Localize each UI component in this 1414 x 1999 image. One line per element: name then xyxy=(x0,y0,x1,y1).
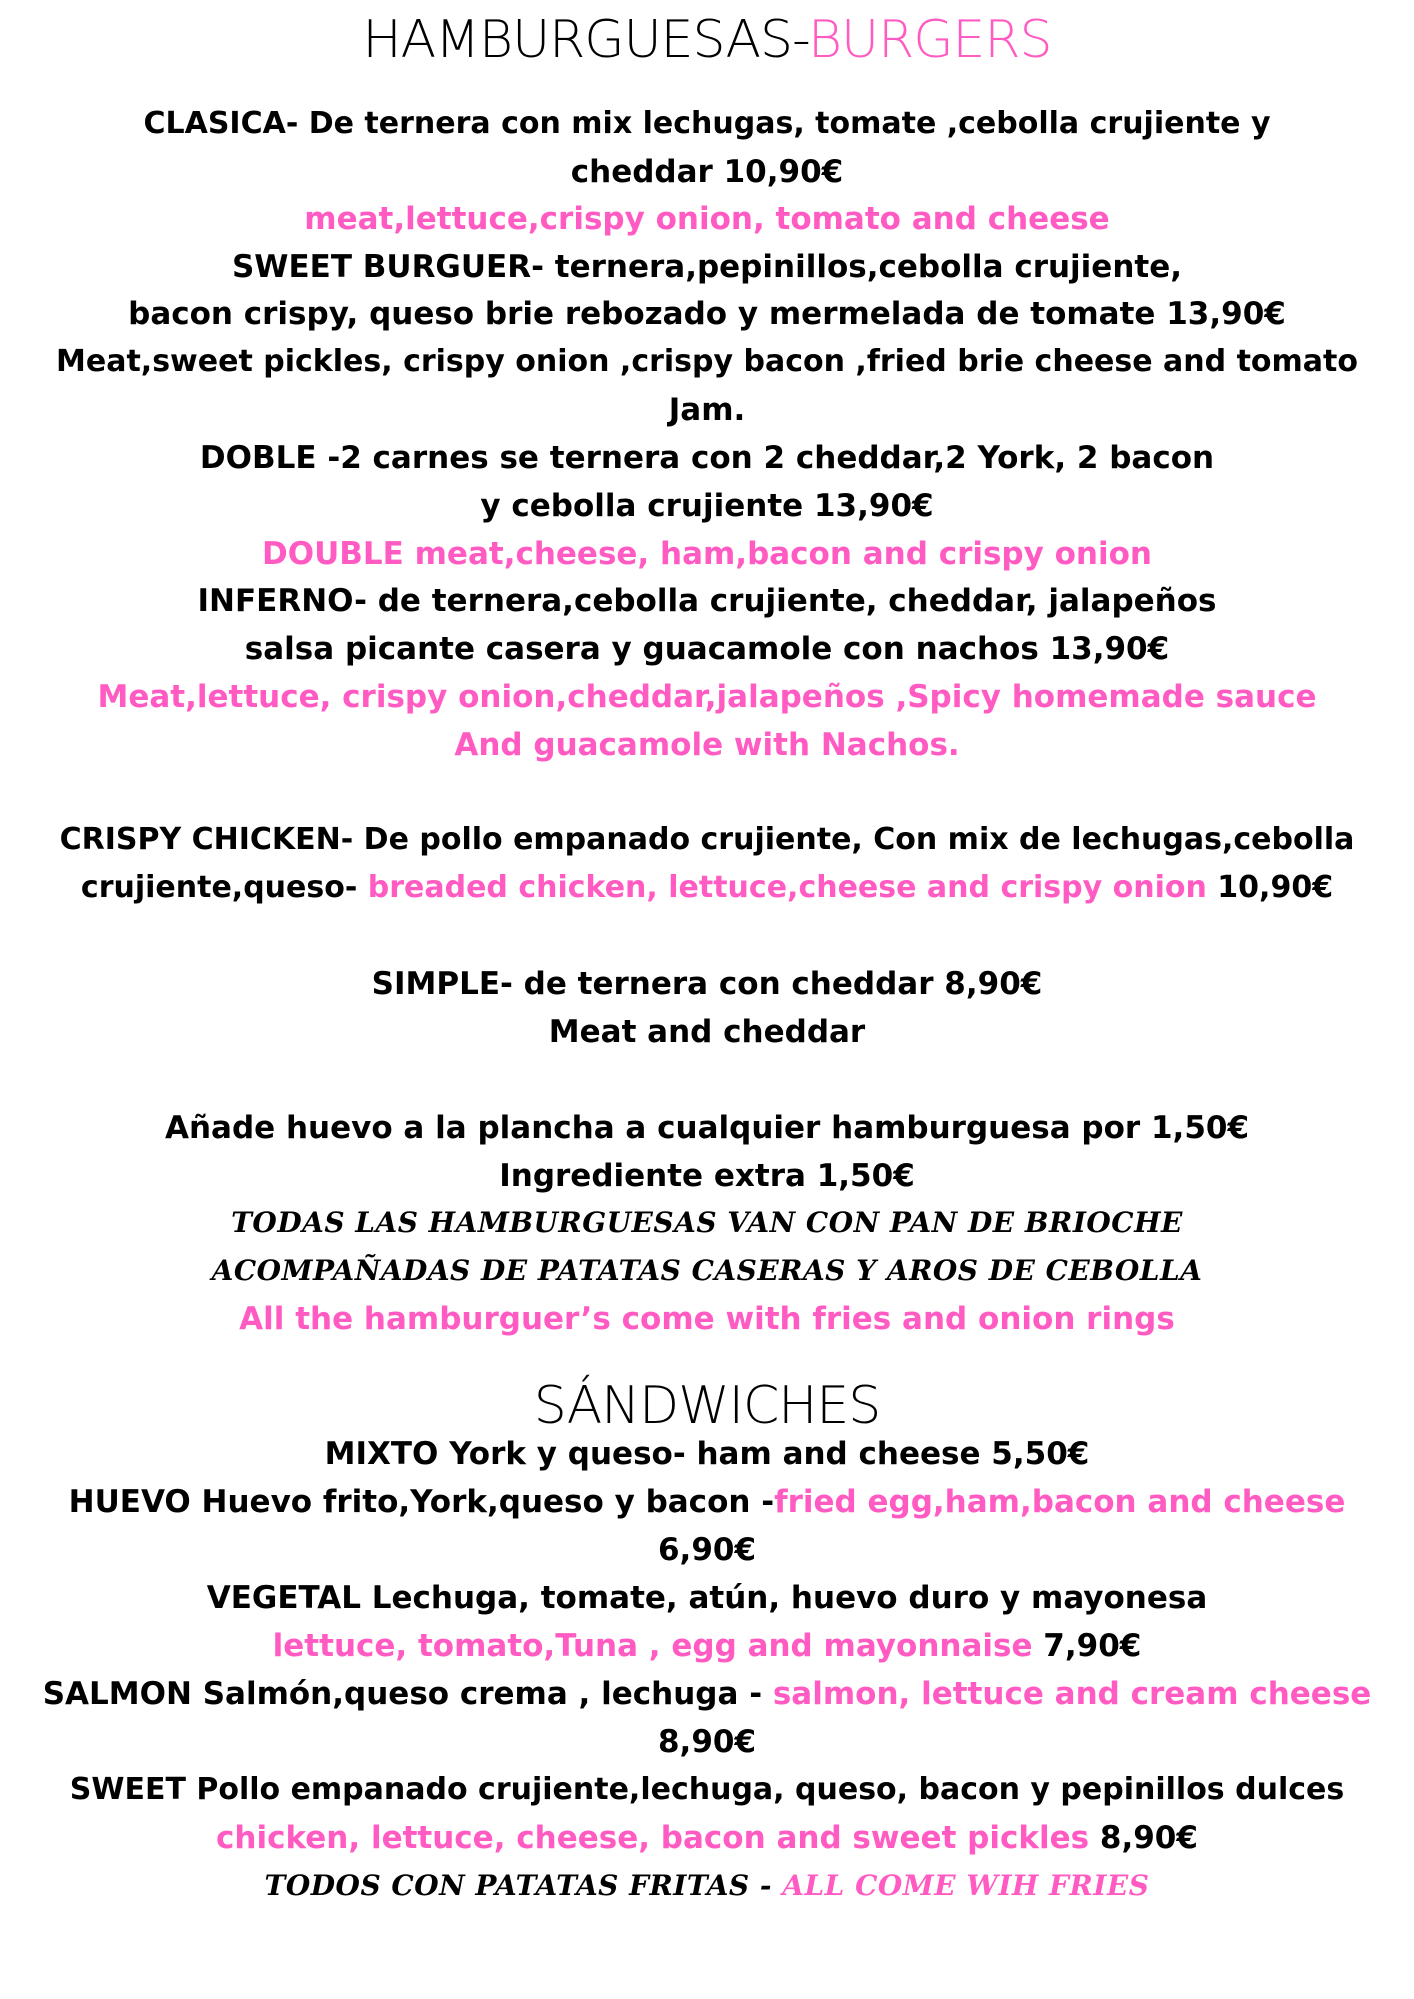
clasica-es-line2: cheddar 10,90€ xyxy=(570,154,844,190)
salmon-price: 8,90€ xyxy=(657,1724,757,1760)
inferno-es-line1: INFERNO- de ternera,cebolla crujiente, cheddar, jalapeños xyxy=(197,583,1217,619)
brioche-note: TODAS LAS HAMBURGUESAS VAN CON PAN DE BRIOCHE xyxy=(231,1206,1183,1239)
sweet-sandwich-es: SWEET Pollo empanado crujiente,lechuga, queso, bacon y pepinillos dulces xyxy=(69,1772,1345,1807)
vegetal-en: lettuce, tomato,Tuna , egg and mayonnaise xyxy=(272,1628,1033,1664)
sweet-sandwich-en: chicken, lettuce, cheese, bacon and sweet pickles xyxy=(216,1820,1090,1856)
sides-note: ACOMPAÑADAS DE PATATAS CASERAS Y AROS DE CEBOLLA xyxy=(211,1254,1203,1287)
clasica-en: meat,lettuce,crispy onion, tomato and cheese xyxy=(304,201,1110,237)
huevo-en: fried egg,ham,bacon and cheese xyxy=(774,1484,1346,1520)
huevo-es: HUEVO Huevo frito,York,queso y bacon - xyxy=(68,1484,775,1520)
huevo-price: 6,90€ xyxy=(657,1532,757,1568)
salmon-en: salmon, lettuce and cream cheese xyxy=(772,1676,1372,1712)
fries-footer xyxy=(0,1862,1414,1910)
burgers-title-es: HAMBURGUESAS- xyxy=(362,10,808,70)
doble-es-line1: DOBLE -2 carnes se ternera con 2 cheddar,2 York, 2 bacon xyxy=(199,440,1215,476)
inferno-en-line1: Meat,lettuce, crispy onion,cheddar,jalapeños ,Spicy homemade sauce xyxy=(97,679,1317,715)
sides-note-en: All the hamburguer’s come with fries and onion rings xyxy=(239,1301,1175,1337)
doble-en: DOUBLE meat,cheese, ham,bacon and crispy onion xyxy=(262,536,1152,572)
fries-footer-es: TODOS CON PATATAS FRITAS - xyxy=(264,1869,783,1902)
sweet-sandwich-price: 8,90€ xyxy=(1089,1820,1198,1856)
inferno-es-line2: salsa picante casera y guacamole con nachos 13,90€ xyxy=(244,631,1170,667)
sweet-burger-en-line1: Meat,sweet pickles, crispy onion ,crispy bacon ,fried brie cheese and tomato xyxy=(56,344,1358,379)
vegetal-price: 7,90€ xyxy=(1032,1628,1142,1664)
inferno-en-line2: And guacamole with Nachos. xyxy=(454,727,960,763)
extra-egg: Añade huevo a la plancha a cualquier hamburguesa por 1,50€ xyxy=(164,1110,1250,1146)
simple-en: Meat and cheddar xyxy=(548,1014,866,1050)
vegetal-es: VEGETAL Lechuga, tomate, atún, huevo duro y mayonesa xyxy=(206,1580,1208,1616)
chicken-es-line2: crujiente,queso- xyxy=(80,870,368,905)
chicken-en: breaded chicken, lettuce,cheese and crispy onion xyxy=(367,870,1207,905)
simple-es: SIMPLE- de ternera con cheddar 8,90€ xyxy=(371,966,1043,1002)
burgers-title xyxy=(0,10,1414,70)
sweet-burger-es-line1: SWEET BURGUER- ternera,pepinillos,cebolla crujiente, xyxy=(231,249,1183,285)
sweet-burger-es-line2: bacon crispy, queso brie rebozado y mermelada de tomate 13,90€ xyxy=(128,296,1286,332)
doble-es-line2: y cebolla crujiente 13,90€ xyxy=(480,488,934,524)
sweet-burger-en-line2: Jam. xyxy=(668,392,746,428)
chicken-es-line1: CRISPY CHICKEN- De pollo empanado crujiente, Con mix de lechugas,cebolla xyxy=(59,822,1355,857)
chicken-price: 10,90€ xyxy=(1206,870,1334,905)
clasica-es-line1: CLASICA- De ternera con mix lechugas, tomate ,cebolla crujiente y xyxy=(143,106,1271,141)
chicken-line2 xyxy=(0,864,1414,912)
salmon-line1 xyxy=(0,1670,1414,1718)
sandwiches-title: SÁNDWICHES xyxy=(533,1376,881,1436)
huevo-line1 xyxy=(0,1478,1414,1526)
burgers-title-en: BURGERS xyxy=(807,10,1052,70)
salmon-es: SALMON Salmón,queso crema , lechuga - xyxy=(42,1676,773,1712)
mixto: MIXTO York y queso- ham and cheese 5,50€ xyxy=(324,1436,1090,1472)
sweet-sandwich-line2 xyxy=(0,1814,1414,1862)
vegetal-line2 xyxy=(0,1622,1414,1670)
extra-ingredient: Ingrediente extra 1,50€ xyxy=(499,1158,915,1194)
fries-footer-en: ALL COME WIH FRIES xyxy=(782,1869,1150,1902)
